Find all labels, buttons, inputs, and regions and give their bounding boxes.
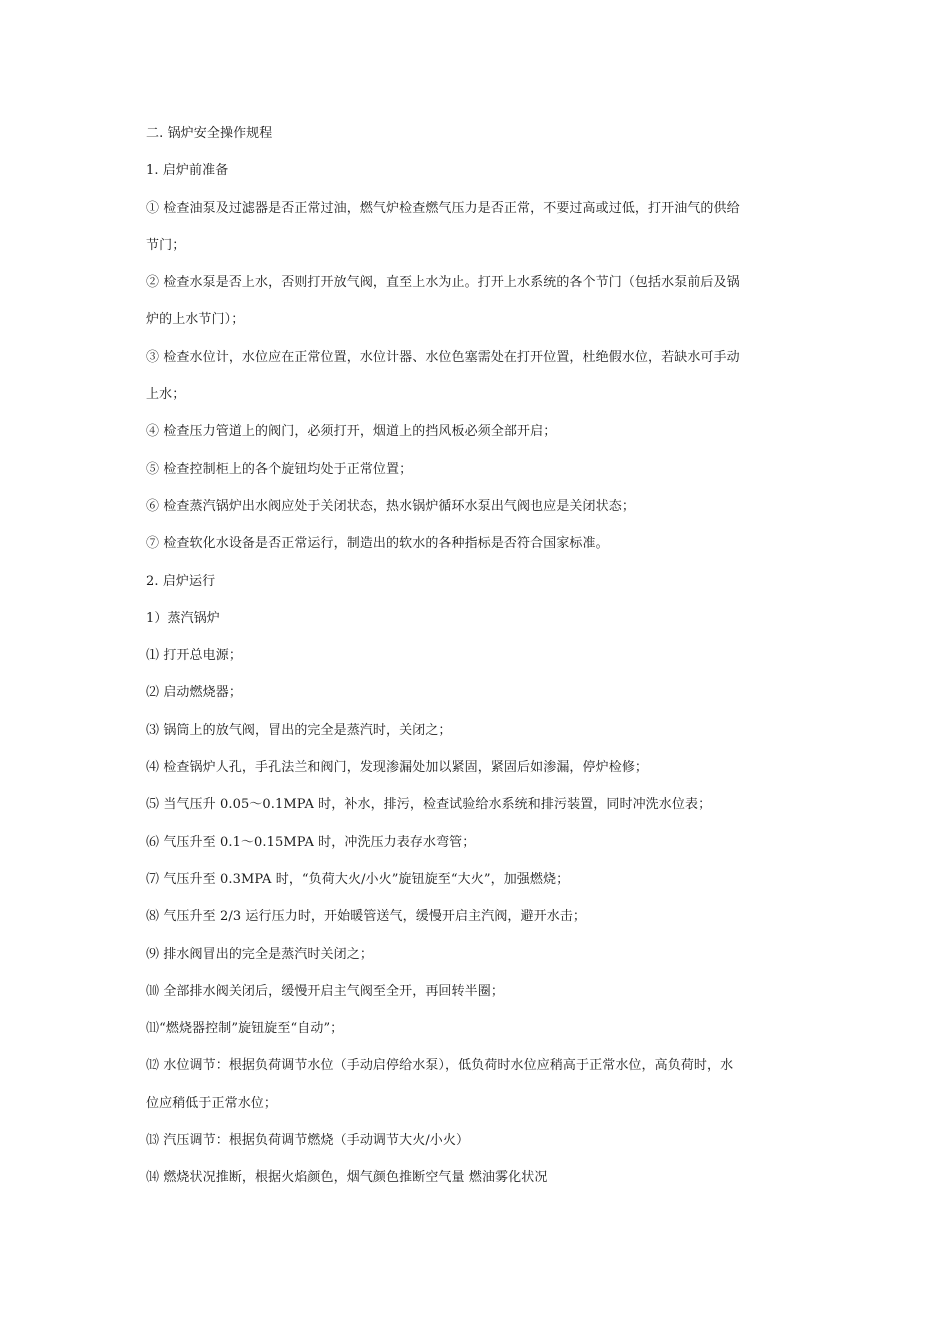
paragraph-line: ⑼ 排水阀冒出的完全是蒸汽时关闭之； <box>146 946 373 962</box>
paragraph-line: ② 检查水泵是否上水，否则打开放气阀，直至上水为止。打开上水系统的各个节门（包括水泵前后及锅 <box>146 275 740 291</box>
paragraph-line: ⑸ 当气压升 0.05～0.1MPA 时，补水，排污，检查试验给水系统和排污装置，同时冲洗水位表； <box>146 797 712 813</box>
subsection-title-prepare: 1. 启炉前准备 <box>146 163 229 179</box>
paragraph-line: ⑥ 检查蒸汽锅炉出水阀应处于关闭状态，热水锅炉循环水泵出气阀也应是关闭状态； <box>146 498 635 514</box>
paragraph-line: 位应稍低于正常水位； <box>146 1095 278 1111</box>
paragraph-line: 上水； <box>146 387 186 403</box>
paragraph-line: 炉的上水节门）； <box>146 312 245 328</box>
paragraph-line: ⑴ 打开总电源； <box>146 648 242 664</box>
paragraph-line: ⑵ 启动燃烧器； <box>146 685 242 701</box>
subsection-title-startup: 2. 启炉运行 <box>146 573 216 589</box>
section-title: 二. 锅炉安全操作规程 <box>146 126 273 141</box>
paragraph-line: ⑾“燃烧器控制”旋钮旋至“自动”； <box>146 1021 344 1037</box>
paragraph-line: ⑹ 气压升至 0.1～0.15MPA 时，冲洗压力表存水弯管； <box>146 834 476 850</box>
paragraph-line: ⑺ 气压升至 0.3MPA 时，“负荷大火/小火”旋钮旋至“大火”，加强燃烧； <box>146 871 570 887</box>
paragraph-line: ⑷ 检查锅炉人孔，手孔法兰和阀门，发现渗漏处加以紧固，紧固后如渗漏，停炉检修； <box>146 760 649 776</box>
paragraph-line: ⑿ 水位调节：根据负荷调节水位（手动启停给水泵），低负荷时水位应稍高于正常水位，高负荷时，水 <box>146 1058 734 1074</box>
paragraph-line: ③ 检查水位计，水位应在正常位置，水位计器、水位色塞需处在打开位置，杜绝假水位，若缺水可手动 <box>146 349 740 365</box>
paragraph-line: ⑻ 气压升至 2/3 运行压力时，开始暖管送气，缓慢开启主汽阀，避开水击； <box>146 909 587 925</box>
paragraph-line: ⒁ 燃烧状况推断，根据火焰颜色，烟气颜色推断空气量 燃油雾化状况 <box>146 1170 548 1186</box>
paragraph-line: ④ 检查压力管道上的阀门，必须打开，烟道上的挡风板必须全部开启； <box>146 424 557 440</box>
paragraph-line: ⑦ 检查软化水设备是否正常运行，制造出的软水的各种指标是否符合国家标准。 <box>146 536 609 552</box>
paragraph-line: ⒀ 汽压调节：根据负荷调节燃烧（手动调节大火/小火） <box>146 1133 470 1149</box>
paragraph-line: 节门； <box>146 237 186 253</box>
document-body <box>146 124 806 1188</box>
paragraph-line: ⑽ 全部排水阀关闭后，缓慢开启主气阀至全开，再回转半圈； <box>146 983 504 999</box>
paragraph-line: ⑶ 锅筒上的放气阀，冒出的完全是蒸汽时，关闭之； <box>146 722 452 738</box>
paragraph-line: ⑤ 检查控制柜上的各个旋钮均处于正常位置； <box>146 461 413 477</box>
paragraph-line: ① 检查油泵及过滤器是否正常过油，燃气炉检查燃气压力是否正常，不要过高或过低，打开油气的供给 <box>146 200 740 216</box>
subheading-steam-boiler: 1）蒸汽锅炉 <box>146 610 220 626</box>
